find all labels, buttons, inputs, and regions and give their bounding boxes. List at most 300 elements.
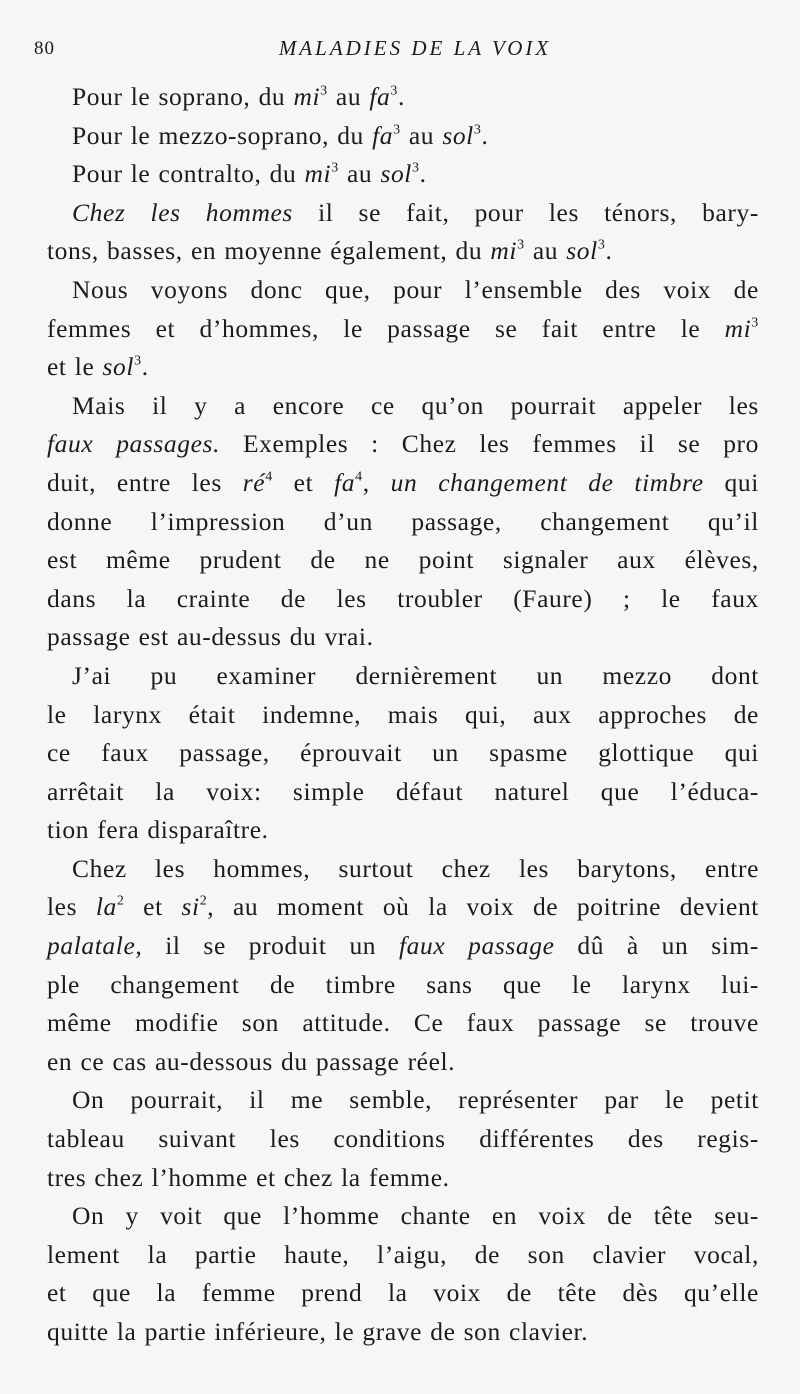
word: un <box>349 931 377 961</box>
word: que <box>223 1201 262 1231</box>
word: a <box>234 390 247 420</box>
word: le <box>130 82 151 111</box>
word: Chez <box>72 853 127 883</box>
word: représenter <box>458 1085 579 1115</box>
text-line <box>47 541 759 580</box>
word: dernièrement <box>355 660 498 690</box>
word: se <box>358 197 381 227</box>
text-line <box>47 1313 759 1352</box>
word: $mi^3$ <box>724 313 759 343</box>
word: y <box>194 390 208 420</box>
word: crainte <box>176 583 251 613</box>
word: partie <box>194 1239 257 1269</box>
word: son <box>241 1008 280 1038</box>
word: le <box>130 120 151 150</box>
text-line <box>47 966 759 1005</box>
word: voix <box>466 892 515 922</box>
text-line <box>47 1159 759 1198</box>
word: tres <box>47 1162 87 1192</box>
word: modifie <box>135 1008 219 1038</box>
word: attitude. <box>302 1008 391 1038</box>
word: chez <box>441 853 491 883</box>
word: par <box>604 1085 639 1115</box>
word: ténors, <box>604 197 677 227</box>
word: pourrait, <box>130 1085 224 1115</box>
word: sans <box>426 969 473 999</box>
word: $mi^3$ <box>490 236 525 266</box>
word: sol$^3$. <box>102 352 149 382</box>
word: produit <box>248 931 327 961</box>
word: il <box>318 197 334 227</box>
word: de <box>430 1317 456 1346</box>
word: au <box>335 82 362 111</box>
word: il <box>152 390 168 420</box>
word: barytons, <box>577 853 677 883</box>
word: ce <box>80 1046 105 1076</box>
word: inférieure, <box>214 1317 327 1346</box>
word: voix <box>538 1201 587 1231</box>
word: pourrait <box>510 390 597 420</box>
word: sol$^3$. <box>566 236 613 266</box>
word: arrêtait <box>47 776 124 806</box>
word: duit, <box>47 467 97 497</box>
word: se <box>677 429 701 459</box>
text-line <box>47 696 759 735</box>
word: $si^2$, <box>181 892 215 922</box>
word: de <box>532 892 559 922</box>
word: réel. <box>407 1046 456 1076</box>
word: encore <box>272 390 345 420</box>
word: différentes <box>479 1124 595 1154</box>
word: la <box>156 1278 177 1308</box>
word: lui- <box>721 969 759 999</box>
word: $mi^3$ <box>304 159 339 189</box>
word: Pour <box>72 82 123 111</box>
text-line <box>47 194 759 233</box>
word: que, <box>325 274 371 304</box>
word: prudent <box>199 545 282 575</box>
word: Pour <box>72 120 123 150</box>
word: ; <box>622 583 631 613</box>
word: passage <box>387 313 471 343</box>
word: trouve <box>690 1008 759 1038</box>
word: dont <box>711 660 759 690</box>
word: de <box>588 467 614 497</box>
word: un <box>390 467 418 497</box>
text-line <box>47 773 759 812</box>
word: chez <box>283 1162 333 1192</box>
word: clavier. <box>509 1317 589 1346</box>
word: et <box>47 352 67 382</box>
word: voit <box>160 1201 203 1231</box>
word: les <box>191 467 222 497</box>
word: vrai. <box>324 622 374 652</box>
word: passage <box>315 1046 400 1076</box>
word: la <box>126 583 147 613</box>
word: lement <box>47 1239 120 1269</box>
word: pro <box>723 429 759 459</box>
text-line <box>47 348 759 387</box>
word: faux <box>101 738 149 768</box>
word: voix <box>663 274 712 304</box>
word: est <box>138 622 169 652</box>
text-line <box>47 888 759 927</box>
word: se <box>644 1008 667 1038</box>
text-line <box>47 155 759 194</box>
text-line <box>47 1274 759 1313</box>
text-line <box>47 464 759 503</box>
word: un <box>536 660 564 690</box>
word: du <box>258 82 286 111</box>
word: l’ensemble <box>464 274 583 304</box>
word: faux <box>398 931 446 961</box>
text-line <box>47 811 759 850</box>
text-line <box>47 1004 759 1043</box>
word: le <box>343 313 363 343</box>
page-header <box>30 34 760 64</box>
word: le <box>664 1085 685 1115</box>
page-number: 80 <box>34 38 55 59</box>
text-line <box>47 503 759 542</box>
word: donne <box>47 506 113 536</box>
word: les <box>154 853 186 883</box>
word: larynx <box>93 699 162 729</box>
word: au-dessus <box>176 622 282 652</box>
word: passage <box>47 622 131 652</box>
word: soprano, <box>158 82 251 111</box>
word: sol$^3$. <box>380 159 427 189</box>
word: le <box>74 352 95 382</box>
word: les <box>269 1124 300 1154</box>
word: vocal, <box>693 1239 759 1269</box>
word: $la^2$ <box>95 892 125 922</box>
word: y <box>125 1201 139 1231</box>
word: au <box>408 120 435 150</box>
word: de <box>280 583 307 613</box>
word: aux <box>533 699 572 729</box>
word: approches <box>598 699 708 729</box>
word: semble, <box>349 1085 433 1115</box>
word: Mais <box>72 390 126 420</box>
word: et <box>155 313 176 343</box>
text-line <box>47 78 759 117</box>
word: poitrine <box>576 892 662 922</box>
word: au <box>232 892 259 922</box>
word: passage, <box>179 738 270 768</box>
word: tableau <box>47 1124 125 1154</box>
word: la <box>147 1239 168 1269</box>
word: est <box>47 545 78 575</box>
word: à <box>626 931 639 961</box>
word: On <box>72 1201 105 1231</box>
word: et <box>47 1278 67 1308</box>
word: passage <box>468 931 555 961</box>
word: basses, <box>107 236 183 266</box>
word: voix <box>433 1278 482 1308</box>
word: : <box>371 429 379 459</box>
word: qui <box>724 467 759 497</box>
word: même <box>47 1008 112 1038</box>
word: d’hommes, <box>199 313 319 343</box>
word: chante <box>400 1201 471 1231</box>
word: point <box>418 545 475 575</box>
text-line <box>47 927 759 966</box>
word: changement <box>540 506 670 536</box>
text-line <box>47 387 759 426</box>
text-line <box>47 117 759 156</box>
word: de <box>310 545 336 575</box>
word: l’aigu, <box>377 1239 448 1269</box>
word: des <box>605 274 641 304</box>
word: il <box>249 1085 265 1115</box>
word: hommes, <box>213 853 311 883</box>
word: éprouvait <box>300 738 402 768</box>
word: pour <box>393 274 443 304</box>
word: seu- <box>714 1201 759 1231</box>
word: les <box>47 892 78 922</box>
word: du <box>455 236 483 266</box>
word: les <box>479 429 510 459</box>
word: Ce <box>413 1008 444 1038</box>
word: dès <box>622 1278 659 1308</box>
word: passages. <box>116 429 221 459</box>
word: naturel <box>494 776 570 806</box>
word: en <box>47 1046 73 1076</box>
text-line <box>47 1236 759 1275</box>
word: femmes <box>532 429 617 459</box>
word: spasme <box>489 738 568 768</box>
word: fait <box>541 313 579 343</box>
word: au-dessous <box>154 1046 273 1076</box>
word: en <box>190 236 217 266</box>
word: (Faure) <box>513 583 593 613</box>
word: l’homme <box>283 1201 380 1231</box>
word: même <box>105 545 171 575</box>
word: mezzo <box>602 660 672 690</box>
word: un <box>661 931 689 961</box>
word: la <box>388 1278 408 1308</box>
word: au <box>532 236 559 266</box>
word: qu’il <box>707 506 759 536</box>
word: le <box>680 313 701 343</box>
word: entre <box>116 467 171 497</box>
word: faux <box>711 583 759 613</box>
word: ple <box>47 969 80 999</box>
text-line <box>47 618 759 657</box>
word: faux <box>466 1008 515 1038</box>
word: l’homme <box>151 1162 248 1192</box>
word: qu’elle <box>683 1278 759 1308</box>
word: disparaître. <box>147 815 269 845</box>
word: On <box>72 1085 105 1115</box>
word: se <box>203 931 226 961</box>
word: devient <box>679 892 759 922</box>
word: $mi^3$ <box>293 82 328 111</box>
word: clavier <box>592 1239 667 1269</box>
word: qui, <box>465 699 507 729</box>
word: que <box>502 969 542 999</box>
word: tons, <box>47 236 99 266</box>
word: fera <box>97 815 140 845</box>
word: passage, <box>411 506 502 536</box>
word: troubler <box>397 583 483 613</box>
word: Chez <box>72 197 126 227</box>
word: fait, <box>406 197 450 227</box>
text-line <box>47 850 759 889</box>
text-line <box>47 310 759 349</box>
word: que <box>92 1278 131 1308</box>
word: les <box>548 197 579 227</box>
word: le <box>334 1317 355 1346</box>
word: changement <box>110 969 240 999</box>
word: de <box>607 1201 633 1231</box>
word: se <box>494 313 518 343</box>
word: son <box>463 1317 501 1346</box>
word: timbre <box>325 969 396 999</box>
word: femme <box>201 1278 276 1308</box>
word: et <box>143 892 163 922</box>
text-line <box>47 425 759 464</box>
word: partie <box>144 1317 207 1346</box>
word: Exemples <box>242 429 349 459</box>
word: Chez <box>401 429 457 459</box>
word: grave <box>362 1317 423 1346</box>
word: bary- <box>702 197 759 227</box>
word: la <box>341 1162 361 1192</box>
text-line <box>47 657 759 696</box>
word: tête <box>557 1278 597 1308</box>
word: également, <box>330 236 448 266</box>
word: pour <box>474 197 524 227</box>
word: $ré^4$ <box>242 467 273 497</box>
word: que <box>600 776 640 806</box>
word: prend <box>301 1278 363 1308</box>
word: la <box>428 892 448 922</box>
word: un <box>432 738 459 768</box>
word: donc <box>250 274 303 304</box>
word: haute, <box>284 1239 350 1269</box>
word: et <box>256 1162 276 1192</box>
word: petit <box>710 1085 759 1115</box>
word: regis- <box>697 1124 759 1154</box>
word: sim- <box>711 931 759 961</box>
word: tion <box>47 815 90 845</box>
word: quitte <box>47 1317 109 1346</box>
word: larynx <box>622 969 691 999</box>
word: du <box>269 159 297 189</box>
word: de <box>733 274 759 304</box>
word: du <box>289 622 317 652</box>
word: cas <box>112 1046 147 1076</box>
word: simple <box>292 776 365 806</box>
word: J’ai <box>72 660 112 690</box>
word: moment <box>276 892 365 922</box>
word: la <box>116 1317 137 1346</box>
word: voyons <box>150 274 229 304</box>
word: Nous <box>72 274 129 304</box>
text-line <box>47 1120 759 1159</box>
word: les <box>150 197 181 227</box>
word: dû <box>577 931 605 961</box>
text-line <box>47 271 759 310</box>
text-line <box>47 580 759 619</box>
word: suivant <box>158 1124 237 1154</box>
word: $fa^3$ <box>372 120 401 150</box>
word: sol$^3$. <box>442 120 489 150</box>
word: les <box>728 390 759 420</box>
word: où <box>382 892 410 922</box>
word: femmes <box>47 313 132 343</box>
word: les <box>518 853 550 883</box>
word: indemne, <box>262 699 362 729</box>
word: il <box>165 931 181 961</box>
word: il <box>639 429 655 459</box>
word: timbre <box>634 467 704 497</box>
word: de <box>733 699 759 729</box>
word: faux <box>47 429 94 459</box>
word: voix: <box>206 776 262 806</box>
word: au <box>347 159 373 189</box>
word: l’impression <box>150 506 286 536</box>
word: de <box>474 1239 501 1269</box>
word: $fa^4$, <box>334 467 370 497</box>
word: examiner <box>216 660 317 690</box>
word: changement <box>438 467 568 497</box>
word: son <box>527 1239 565 1269</box>
word: ce <box>370 390 395 420</box>
word: femme. <box>368 1162 450 1192</box>
word: mais <box>387 699 439 729</box>
word: pu <box>150 660 178 690</box>
word: surtout <box>338 853 414 883</box>
word: élèves, <box>684 545 759 575</box>
word: du <box>337 120 364 150</box>
word: en <box>491 1201 518 1231</box>
word: mezzo-soprano, <box>158 120 330 150</box>
text-line <box>47 734 759 773</box>
word: le <box>47 699 67 729</box>
word: et <box>293 467 314 497</box>
word: $fa^3$. <box>369 82 405 111</box>
word: défaut <box>395 776 464 806</box>
running-title: MALADIES DE LA VOIX <box>278 36 552 60</box>
word: de <box>269 969 296 999</box>
word: du <box>281 1046 308 1076</box>
word: entre <box>602 313 657 343</box>
word: ce <box>47 738 71 768</box>
word: les <box>336 583 367 613</box>
word: était <box>188 699 236 729</box>
word: de <box>506 1278 532 1308</box>
word: aux <box>617 545 656 575</box>
word: appeler <box>622 390 703 420</box>
text-line <box>47 1043 759 1082</box>
word: ne <box>364 545 390 575</box>
word: d’un <box>323 506 373 536</box>
word: Pour <box>72 159 123 189</box>
word: qu’on <box>421 390 484 420</box>
word: glottique <box>598 738 695 768</box>
word: l’éduca- <box>670 776 759 806</box>
word: le <box>661 583 681 613</box>
body-text <box>47 78 759 1352</box>
word: me <box>290 1085 324 1115</box>
word: le <box>130 159 151 189</box>
word: la <box>155 776 175 806</box>
word: conditions <box>333 1124 446 1154</box>
word: entre <box>705 853 759 883</box>
word: palatale, <box>47 931 143 961</box>
